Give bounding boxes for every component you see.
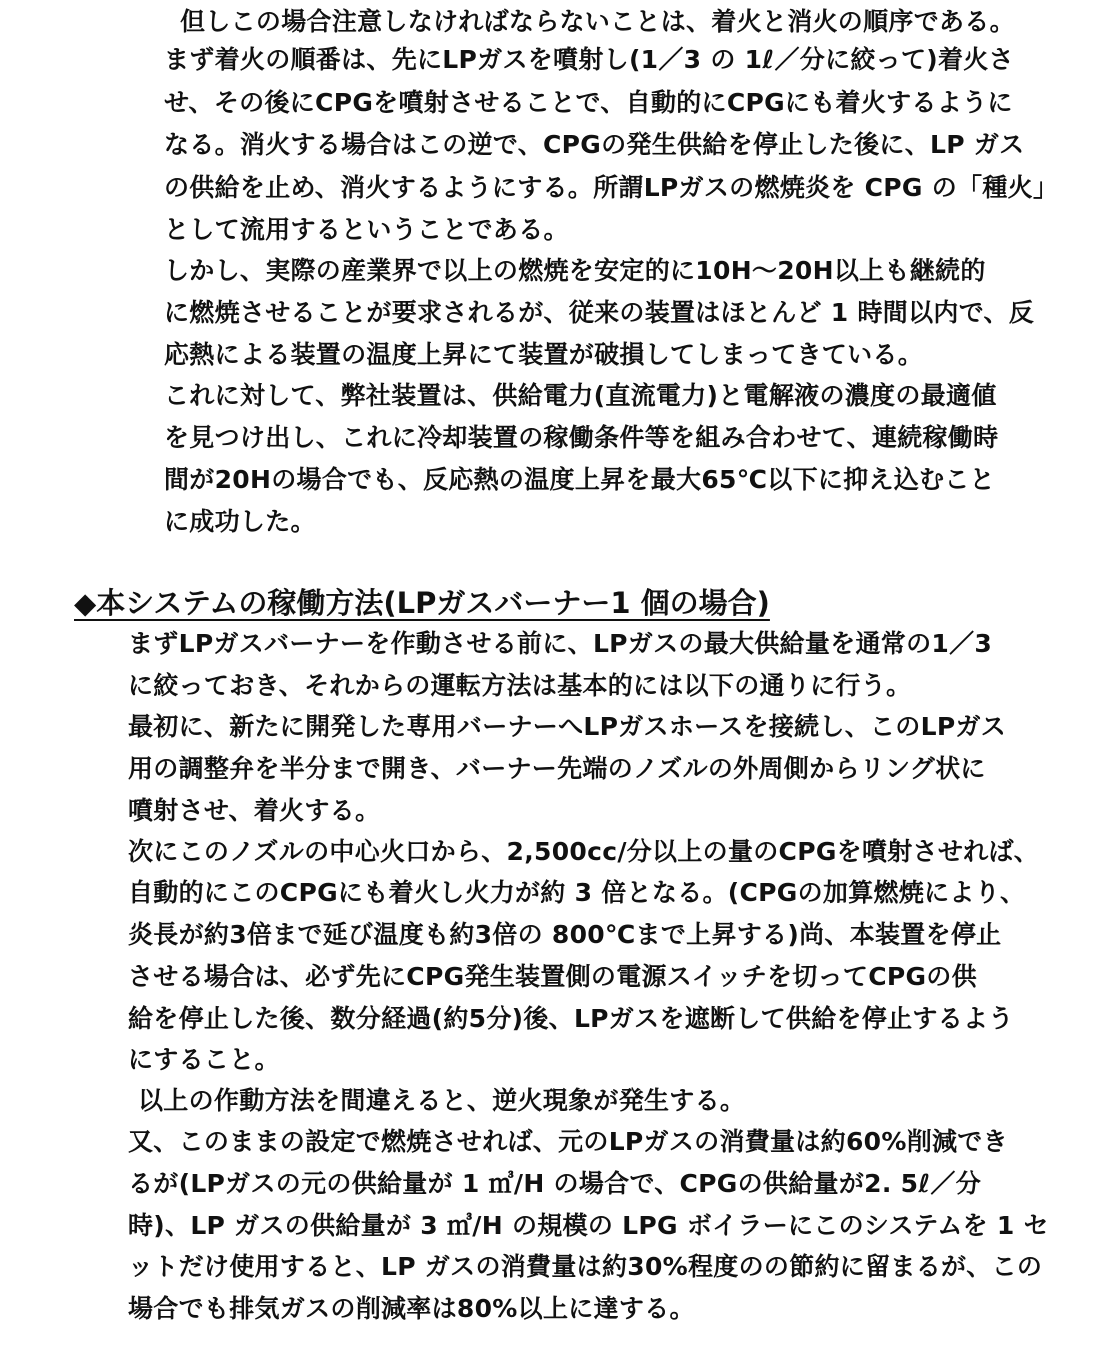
paragraph-line: 又、このままの設定で燃焼させれば、元のLPガスの消費量は約60%削減でき (128, 1127, 1008, 1156)
paragraph-line: るが(LPガスの元の供給量が 1 ㎥/H の場合で、CPGの供給量が2. 5ℓ／分 (128, 1169, 982, 1198)
paragraph-line: しかし、実際の産業界で以上の燃焼を安定的に10H～20H以上も継続的 (164, 256, 986, 285)
paragraph-line: まずLPガスバーナーを作動させる前に、LPガスの最大供給量を通常の1／3 (128, 629, 993, 658)
paragraph-line: 間が20Hの場合でも、反応熱の温度上昇を最大65℃以下に抑え込むこと (164, 465, 995, 494)
paragraph-line: にすること。 (128, 1045, 280, 1074)
paragraph-line: 但しこの場合注意しなければならないことは、着火と消火の順序である。 (180, 7, 1015, 36)
paragraph-line: させる場合は、必ず先にCPG発生装置側の電源スイッチを切ってCPGの供 (128, 962, 977, 991)
paragraph-line: として流用するということである。 (164, 215, 569, 244)
paragraph-line: 炎長が約3倍まで延び温度も約3倍の 800℃まで上昇する)尚、本装置を停止 (128, 920, 1002, 949)
paragraph-line: 応熱による装置の温度上昇にて装置が破損してしまってきている。 (164, 340, 924, 369)
paragraph-line: 以上の作動方法を間違えると、逆火現象が発生する。 (138, 1086, 746, 1115)
paragraph-line: まず着火の順番は、先にLPガスを噴射し(1／3 の 1ℓ／分に絞って)着火さ (164, 45, 1014, 74)
paragraph-line: に成功した。 (164, 507, 316, 536)
paragraph-line: ットだけ使用すると、LP ガスの消費量は約30%程度のの節約に留まるが、この (128, 1252, 1043, 1281)
paragraph-line: なる。消火する場合はこの逆で、CPGの発生供給を停止した後に、LP ガス (164, 130, 1025, 159)
paragraph-line: に燃焼させることが要求されるが、従来の装置はほとんど 1 時間以内で、反 (164, 298, 1035, 327)
paragraph-line: 自動的にこのCPGにも着火し火力が約 3 倍となる。(CPGの加算燃焼により、 (128, 878, 1026, 907)
paragraph-line: に絞っておき、それからの運転方法は基本的には以下の通りに行う。 (128, 671, 912, 700)
paragraph-line: 給を停止した後、数分経過(約5分)後、LPガスを遮断して供給を停止するよう (128, 1004, 1014, 1033)
paragraph-line: の供給を止め、消火するようにする。所謂LPガスの燃焼炎を CPG の「種火」 (164, 173, 1059, 202)
paragraph-line: 次にこのノズルの中心火口から、2,500cc/分以上の量のCPGを噴射させれば、 (128, 837, 1040, 866)
paragraph-line: せ、その後にCPGを噴射させることで、自動的にCPGにも着火するように (164, 88, 1013, 117)
paragraph-line: を見つけ出し、これに冷却装置の稼働条件等を組み合わせて、連続稼働時 (164, 423, 999, 452)
paragraph-line: 時)、LP ガスの供給量が 3 ㎥/H の規模の LPG ボイラーにこのシステムを 1 セ (128, 1211, 1049, 1240)
paragraph-line: 最初に、新たに開発した専用バーナーへLPガスホースを接続し、このLPガス (128, 712, 1007, 741)
paragraph-line: 噴射させ、着火する。 (128, 796, 381, 825)
paragraph-line: これに対して、弊社装置は、供給電力(直流電力)と電解液の濃度の最適値 (164, 381, 997, 410)
section-heading: ◆本システムの稼働方法(LPガスバーナー1 個の場合) (74, 586, 770, 620)
paragraph-line: 場合でも排気ガスの削減率は80%以上に達する。 (128, 1294, 695, 1323)
paragraph-line: 用の調整弁を半分まで開き、バーナー先端のノズルの外周側からリング状に (128, 754, 986, 783)
